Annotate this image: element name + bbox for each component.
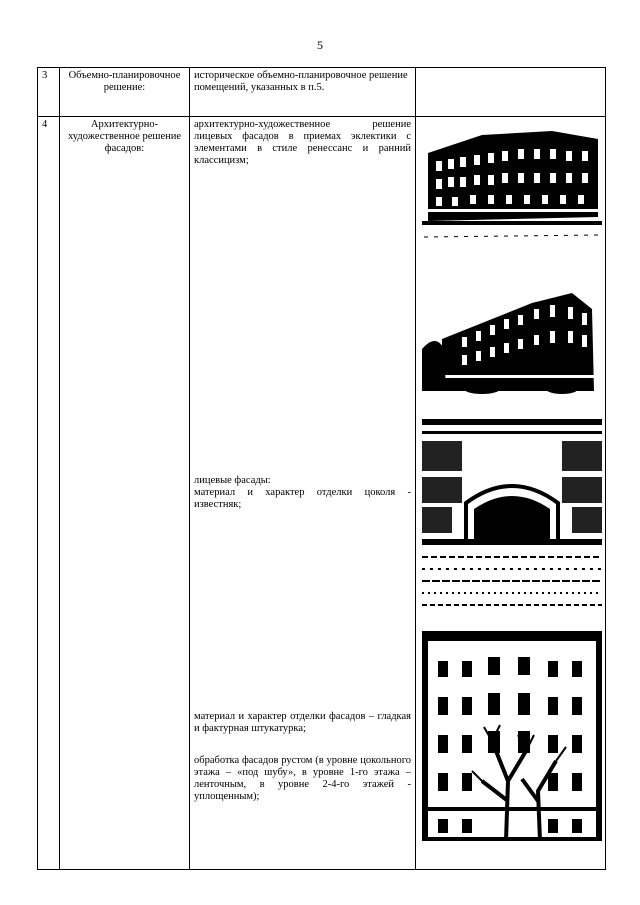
row-name: Архитектурно-художественное решение фасадов:: [60, 117, 190, 870]
facade-heading-text: лицевые фасады:: [194, 475, 271, 486]
row-number: 4: [38, 117, 60, 870]
row-photo-cell: [416, 117, 606, 870]
page-number: 5: [317, 38, 323, 52]
row-name: Объемно-планировочное решение:: [60, 68, 190, 117]
plinth-detail-photo: [422, 419, 602, 615]
row-number: 3: [38, 68, 60, 117]
plinth-finish-text: материал и характер отделки цоколя - известняк;: [194, 487, 411, 510]
facade-trees-photo: [422, 631, 602, 841]
row-description: историческое объемно-планировочное решение помещений, указанных в п.5.: [190, 68, 416, 117]
properties-table: [37, 67, 606, 870]
rustication-text: обработка фасадов рустом (в уровне цокольного этажа – «под шубу», в уровне 1-го этажа – ленточным, в уровне 2-4-го этажей - уплощенным);: [194, 755, 411, 802]
corner-building-photo: [422, 279, 602, 401]
facade-style-text: архитектурно-художественное решение лицевых фасадов в приемах эклектики с элементами в стиле ренессанс и ранний классицизм;: [194, 119, 411, 166]
building-facade-photo: [422, 125, 602, 247]
row-description-cell: [190, 117, 416, 870]
row-photo-cell: [416, 68, 606, 117]
table-row: [38, 68, 606, 117]
facade-finish-text: материал и характер отделки фасадов – гладкая и фактурная штукатурка;: [194, 711, 411, 734]
table-row: [38, 117, 606, 870]
